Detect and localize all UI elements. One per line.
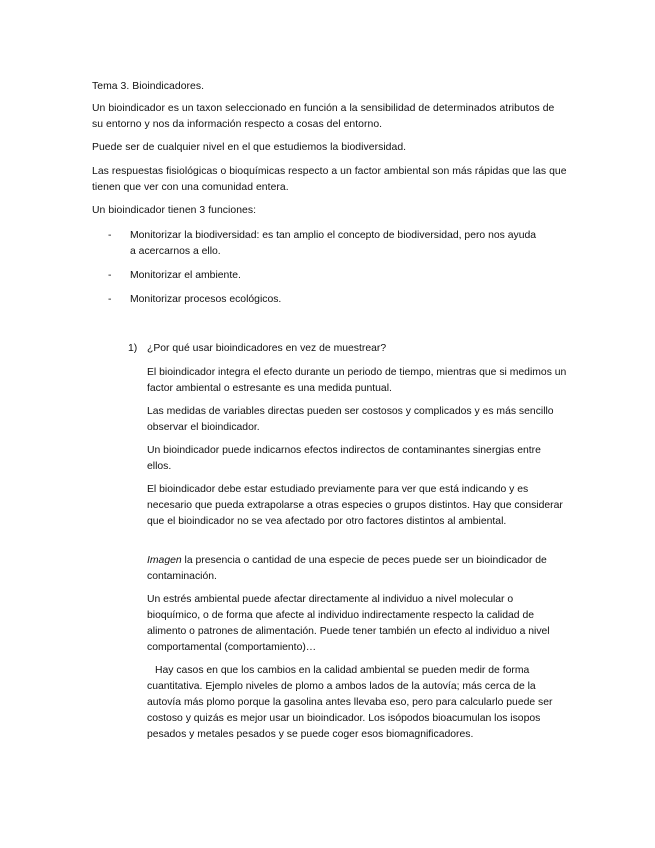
function-item-3: Monitorizar procesos ecológicos. xyxy=(130,294,282,305)
section-paragraph-6: Hay casos en que los cambios en la calidad ambiental se pueden medir de forma cuantitativa. Ejemplo niveles de plomo a ambos lados de la autovía; más cerca de la autovía más plomo porque la gasolina antes llevaba eso, pero para calcularlo puede ser costoso y quizás es mejor usar un bioindicador. Los isópodos bioacumulan los isopos pesados y metales pesados y se puede coger esos biomagnificadores. xyxy=(147,665,553,740)
intro-paragraph-2: Puede ser de cualquier nivel en el que estudiemos la biodiversidad. xyxy=(92,142,407,153)
image-note xyxy=(147,553,567,585)
section-paragraph-5: Un estrés ambiental puede afectar directamente al individuo a nivel molecular o bioquímico, o de forma que afecte al individuo indirectamente respecto la calidad de alimento o patrones de alimentación. Puede tener también un efecto al individuo a nivel comportamental (comportamiento)… xyxy=(147,594,550,653)
document-title: Tema 3. Bioindicadores. xyxy=(92,81,205,92)
bullet-marker: - xyxy=(108,294,112,305)
intro-paragraph-4: Un bioindicador tienen 3 funciones: xyxy=(92,205,257,216)
bullet-marker: - xyxy=(108,230,112,241)
function-item-2: Monitorizar el ambiente. xyxy=(130,270,241,281)
image-note-text: la presencia o cantidad de una especie de peces puede ser un bioindicador de contaminación. xyxy=(147,555,547,582)
section-heading: ¿Por qué usar bioindicadores en vez de muestrear? xyxy=(147,343,387,354)
section-paragraph-4: El bioindicador debe estar estudiado previamente para ver que está indicando y es necesario que pueda extrapolarse a otras especies o grupos distintos. Hay que considerar que el bioindicador no se vea afectado por otro factores distintos al ambiental. xyxy=(147,484,563,527)
section-paragraph-3: Un bioindicador puede indicarnos efectos indirectos de contaminantes sinergias entre ellos. xyxy=(147,445,541,472)
intro-paragraph-3: Las respuestas fisiológicas o bioquímicas respecto a un factor ambiental son más rápidas que las que tienen que ver con una comunidad entera. xyxy=(92,166,567,193)
intro-paragraph-1: Un bioindicador es un taxon seleccionado en función a la sensibilidad de determinados atributos de su entorno y nos da información respecto a cosas del entorno. xyxy=(92,103,555,130)
image-note-label: Imagen xyxy=(147,555,182,566)
section-paragraph-2: Las medidas de variables directas pueden ser costosos y complicados y es más sencillo observar el bioindicador. xyxy=(147,406,554,433)
function-item-1: Monitorizar la biodiversidad: es tan amplio el concepto de biodiversidad, pero nos ayuda a acercarnos a ello. xyxy=(130,230,537,257)
section-number: 1) xyxy=(128,343,138,354)
bullet-marker: - xyxy=(108,270,112,281)
section-paragraph-1: El bioindicador integra el efecto durante un periodo de tiempo, mientras que si medimos un factor ambiental o estresante es una medida puntual. xyxy=(147,367,567,394)
